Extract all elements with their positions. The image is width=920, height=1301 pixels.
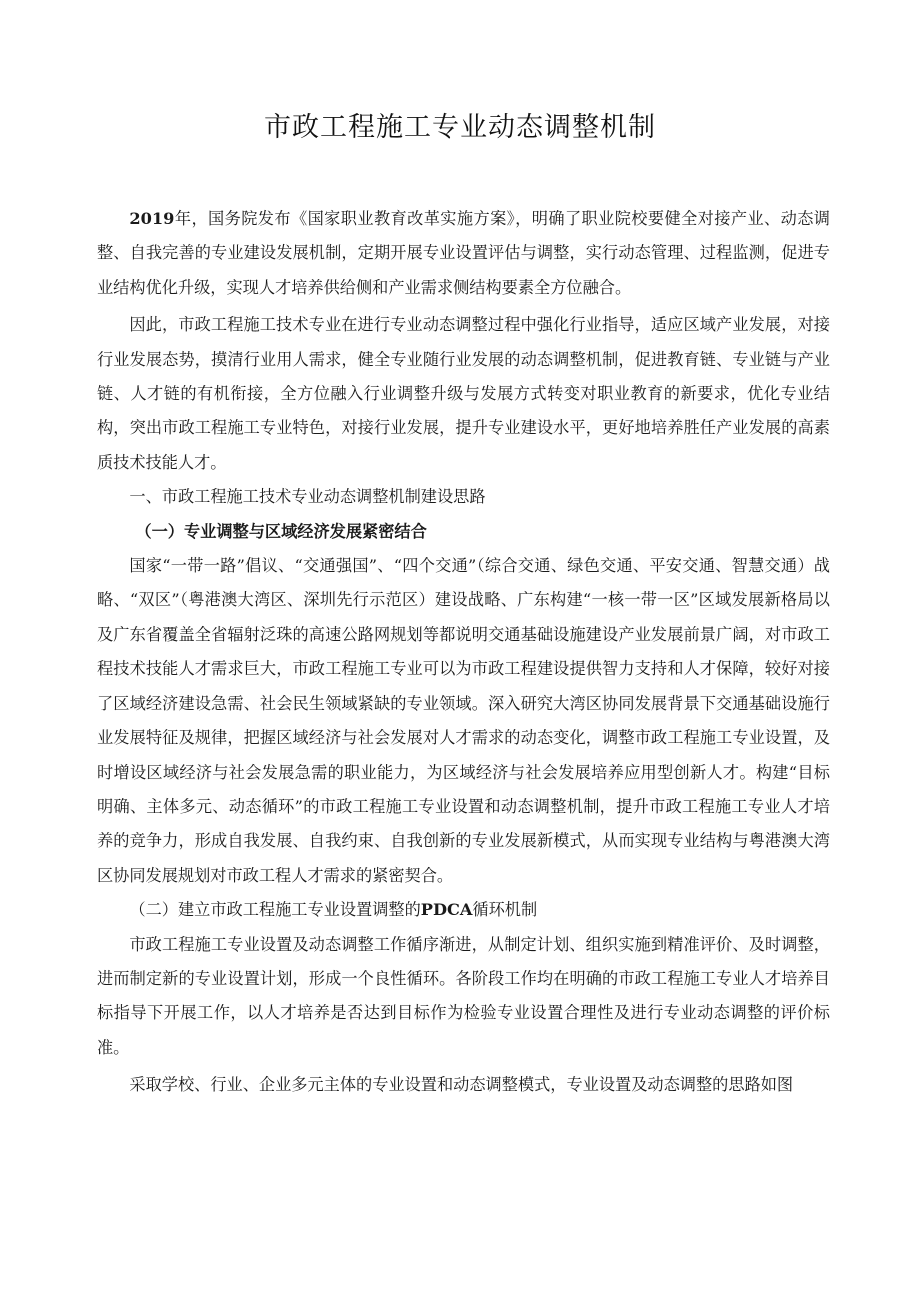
subsection-heading-2 [97, 893, 830, 927]
paragraph-therefore: 因此，市政工程施工技术专业在进行专业动态调整过程中强化行业指导，适应区域产业发展，对接行业发展态势，摸清行业用人需求，健全专业随行业发展的动态调整机制，促进教育链、专业链与产业链、人才链的有机衔接，全方位融入行业调整升级与发展方式转变对职业教育的新要求，优化专业结构，突出市政工程施工专业特色，对接行业发展，提升专业建设水平，更好地培养胜任产业发展的高素质技术技能人才。 [97, 315, 830, 472]
pdca-term: PDCA [420, 900, 473, 920]
paragraph-pdca: 市政工程施工专业设置及动态调整工作循序渐进，从制定计划、组织实施到精准评价、及时调整，进而制定新的专业设置计划，形成一个良性循环。各阶段工作均在明确的市政工程施工专业人才培养目标指导下开展工作，以人才培养是否达到目标作为检验专业设置合理性及进行专业动态调整的评价标准。 [97, 934, 830, 1057]
document-body [97, 202, 830, 1103]
year-number: 2019 [129, 209, 175, 228]
subsection-heading-1: （一）专业调整与区域经济发展紧密结合 [135, 521, 427, 541]
paragraph-intro-text: 年，国务院发布《国家职业教育改革实施方案》，明确了职业院校要健全对接产业、动态调整、自我完善的专业建设发展机制，定期开展专业设置评估与调整，实行动态管理、过程监测，促进专业结构优化升级，实现人才培养供给侧和产业需求侧结构要素全方位融合。 [97, 209, 830, 297]
document-title: 市政工程施工专业动态调整机制 [264, 112, 656, 143]
paragraph-intro [97, 202, 830, 305]
subsection-heading-2-suffix: 循环机制 [472, 900, 538, 920]
subsection-heading-2-prefix: （二）建立市政工程施工专业设置调整的 [129, 900, 421, 920]
section-heading-1: 一、市政工程施工技术专业动态调整机制建设思路 [129, 487, 486, 507]
paragraph-multi-subject: 采取学校、行业、企业多元主体的专业设置和动态调整模式，专业设置及动态调整的思路如图 [129, 1075, 794, 1095]
paragraph-regional-economy: 国家“一带一路”倡议、“交通强国”、“四个交通”（综合交通、绿色交通、平安交通、智慧交通）战略、“双区”（粤港澳大湾区、深圳先行示范区）建设战略、广东构建“一核一带一区”区域发展新格局以及广东省覆盖全省辐射泛珠的高速公路网规划等都说明交通基础设施建设产业发展前景广阔，对市政工程技术技能人才需求巨大，市政工程施工专业可以为市政工程建设提供智力支持和人才保障，较好对接了区域经济建设急需、社会民生领域紧缺的专业领域。深入研究大湾区协同发展背景下交通基础设施行业发展特征及规律，把握区域经济与社会发展对人才需求的动态变化，调整市政工程施工专业设置，及时增设区域经济与社会发展急需的职业能力，为区域经济与社会发展培养应用型创新人才。构建“目标明确、主体多元、动态循环”的市政工程施工专业设置和动态调整机制，提升市政工程施工专业人才培养的竞争力，形成自我发展、自我约束、自我创新的专业发展新模式，从而实现专业结构与粤港澳大湾区协同发展规划对市政工程人才需求的紧密契合。 [97, 556, 830, 885]
